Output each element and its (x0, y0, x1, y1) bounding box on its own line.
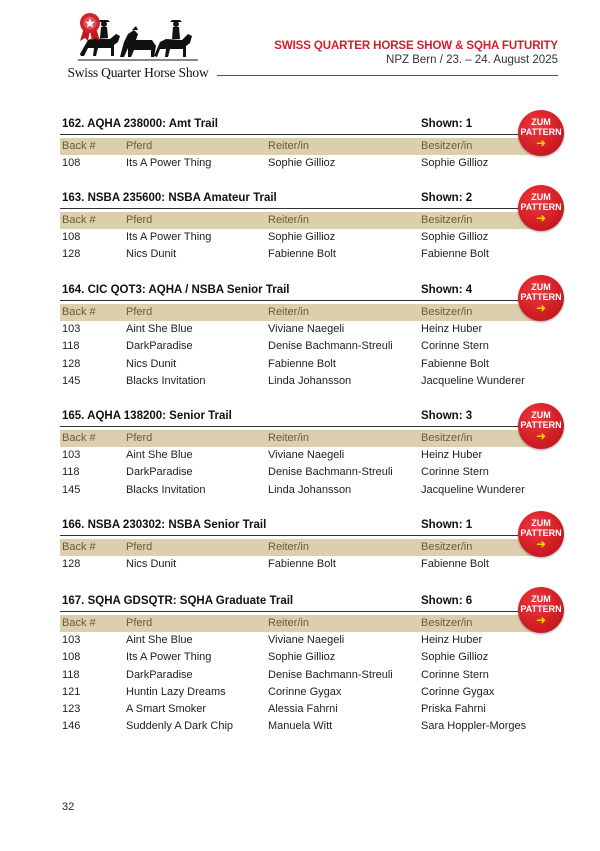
horse-name: DarkParadise (126, 466, 193, 479)
owner-name: Fabienne Bolt (421, 357, 489, 370)
back-number: 103 (62, 634, 81, 646)
horse-name: Blacks Invitation (126, 374, 206, 387)
zum-pattern-button[interactable] (518, 587, 564, 633)
column-header: Reiter/in (268, 214, 309, 226)
arrow-right-icon: ➜ (535, 537, 547, 551)
button-label-top: ZUM (531, 192, 551, 202)
owner-name: Corinne Stern (421, 466, 489, 479)
column-header: Pferd (126, 432, 153, 444)
horse-name: DarkParadise (126, 668, 193, 681)
rider-name: Fabienne Bolt (268, 248, 336, 261)
class-heading (60, 191, 540, 209)
owner-name: Jacqueline Wunderer (421, 374, 525, 387)
column-header: Back # (62, 306, 96, 318)
rider-name: Fabienne Bolt (268, 558, 336, 570)
rider-name: Manuela Witt (268, 720, 333, 733)
button-label-bottom: PATTERN (520, 528, 562, 538)
column-header: Besitzer/in (421, 617, 473, 629)
owner-name: Sophie Gillioz (421, 651, 489, 664)
column-header: Back # (62, 617, 96, 629)
table-row (60, 338, 540, 355)
shown-count: Shown: 3 (421, 410, 473, 422)
column-header: Besitzer/in (421, 541, 473, 553)
button-label-top: ZUM (531, 410, 551, 420)
shown-count: Shown: 1 (421, 118, 473, 130)
class-section (60, 191, 540, 264)
button-label-bottom: PATTERN (520, 202, 562, 212)
table-row (60, 155, 540, 172)
column-header-row (60, 212, 540, 229)
back-number: 108 (62, 157, 81, 169)
horse-name: Its A Power Thing (126, 651, 212, 664)
class-title: 165. AQHA 138200: Senior Trail (62, 410, 232, 422)
back-number: 145 (62, 374, 81, 387)
horse-name: Its A Power Thing (126, 231, 212, 243)
rider-name: Linda Johansson (268, 374, 352, 387)
horse-name: Huntin Lazy Dreams (126, 685, 226, 698)
table-row (60, 246, 540, 263)
table-row (60, 482, 540, 499)
shown-count: Shown: 1 (421, 519, 473, 531)
class-title: 163. NSBA 235600: NSBA Amateur Trail (62, 192, 277, 204)
class-title: 166. NSBA 230302: NSBA Senior Trail (62, 519, 267, 531)
owner-name: Fabienne Bolt (421, 558, 489, 570)
button-label-bottom: PATTERN (520, 420, 562, 430)
column-header-row (60, 138, 540, 155)
column-header-row (60, 615, 540, 632)
class-section (60, 117, 540, 172)
table-row (60, 667, 540, 684)
class-section (60, 594, 540, 736)
class-heading (60, 409, 540, 427)
column-header-row (60, 539, 540, 556)
rider-name: Alessia Fahrni (268, 703, 338, 716)
back-number: 128 (62, 558, 81, 570)
zum-pattern-button[interactable] (518, 275, 564, 321)
column-header: Pferd (126, 140, 153, 152)
event-subtitle: NPZ Bern / 23. – 24. August 2025 (386, 54, 558, 66)
rider-name: Sophie Gillioz (268, 231, 336, 243)
rosette-icon (76, 12, 104, 42)
rider-name: Denise Bachmann-Streuli (268, 466, 393, 479)
page-number: 32 (62, 801, 75, 813)
column-header: Pferd (126, 617, 153, 629)
table-row (60, 464, 540, 481)
column-header: Pferd (126, 541, 153, 553)
owner-name: Priska Fahrni (421, 703, 486, 716)
back-number: 108 (62, 231, 81, 243)
column-header: Reiter/in (268, 541, 309, 553)
event-header (274, 40, 558, 66)
column-header: Reiter/in (268, 617, 309, 629)
column-header: Pferd (126, 214, 153, 226)
back-number: 145 (62, 483, 81, 496)
back-number: 118 (62, 668, 80, 681)
owner-name: Corinne Stern (421, 340, 489, 353)
table-row (60, 356, 540, 373)
zum-pattern-button[interactable] (518, 185, 564, 231)
arrow-right-icon: ➜ (535, 136, 547, 150)
owner-name: Corinne Gygax (421, 685, 495, 698)
column-header: Back # (62, 214, 96, 226)
shown-count: Shown: 6 (421, 595, 473, 607)
table-row (60, 718, 540, 735)
back-number: 123 (62, 703, 81, 716)
table-row (60, 649, 540, 666)
zum-pattern-button[interactable] (518, 403, 564, 449)
back-number: 128 (62, 357, 81, 370)
owner-name: Heinz Huber (421, 449, 483, 461)
rider-name: Denise Bachmann-Streuli (268, 340, 393, 353)
button-label-bottom: PATTERN (520, 127, 562, 137)
column-header: Reiter/in (268, 140, 309, 152)
owner-name: Sophie Gillioz (421, 231, 489, 243)
back-number: 118 (62, 466, 80, 479)
arrow-right-icon: ➜ (535, 429, 547, 443)
column-header: Back # (62, 140, 96, 152)
class-heading (60, 283, 540, 301)
rider-name: Corinne Gygax (268, 685, 342, 698)
horse-name: Blacks Invitation (126, 483, 206, 496)
horse-name: Nics Dunit (126, 558, 177, 570)
button-label-top: ZUM (531, 117, 551, 127)
horse-name: Its A Power Thing (126, 157, 212, 169)
owner-name: Sara Hoppler-Morges (421, 720, 527, 733)
logo-text: Swiss Quarter Horse Show (67, 65, 209, 80)
class-title: 162. AQHA 238000: Amt Trail (62, 118, 218, 130)
class-title: 164. CIC QOT3: AQHA / NSBA Senior Trail (62, 284, 290, 296)
back-number: 121 (62, 685, 81, 698)
zum-pattern-button[interactable] (518, 110, 564, 156)
button-label-top: ZUM (531, 282, 551, 292)
table-row (60, 556, 540, 573)
table-row (60, 632, 540, 649)
column-header: Pferd (126, 306, 153, 318)
button-label-top: ZUM (531, 518, 551, 528)
button-label-bottom: PATTERN (520, 292, 562, 302)
rider-name: Viviane Naegeli (268, 634, 345, 646)
table-row (60, 684, 540, 701)
table-row (60, 447, 540, 464)
horse-name: Aint She Blue (126, 634, 193, 646)
table-row (60, 321, 540, 338)
button-label-bottom: PATTERN (520, 604, 562, 614)
table-row (60, 229, 540, 246)
rider-name: Viviane Naegeli (268, 323, 345, 335)
horse-name: Suddenly A Dark Chip (126, 720, 234, 733)
rider-name: Sophie Gillioz (268, 651, 336, 664)
back-number: 146 (62, 720, 81, 733)
zum-pattern-button[interactable] (518, 511, 564, 557)
horse-name: Aint She Blue (126, 449, 193, 461)
owner-name: Fabienne Bolt (421, 248, 489, 261)
horse-name: A Smart Smoker (126, 703, 207, 716)
back-number: 118 (62, 340, 80, 353)
column-header: Back # (62, 432, 96, 444)
horse-name: Nics Dunit (126, 248, 177, 261)
class-section (60, 283, 540, 390)
rider-name: Linda Johansson (268, 483, 352, 496)
rider-name: Denise Bachmann-Streuli (268, 668, 393, 681)
owner-name: Heinz Huber (421, 323, 483, 335)
rider-name: Fabienne Bolt (268, 357, 336, 370)
horse-name: DarkParadise (126, 340, 193, 353)
back-number: 108 (62, 651, 81, 664)
column-header: Besitzer/in (421, 140, 473, 152)
back-number: 103 (62, 449, 81, 461)
column-header: Besitzer/in (421, 214, 473, 226)
column-header: Back # (62, 541, 96, 553)
column-header: Reiter/in (268, 432, 309, 444)
arrow-right-icon: ➜ (535, 301, 547, 315)
class-heading (60, 594, 540, 612)
shown-count: Shown: 4 (421, 284, 473, 296)
rider-name: Sophie Gillioz (268, 157, 336, 169)
horse-name: Aint She Blue (126, 323, 193, 335)
arrow-right-icon: ➜ (535, 211, 547, 225)
class-heading (60, 117, 540, 135)
arrow-right-icon: ➜ (535, 613, 547, 627)
rider-name: Viviane Naegeli (268, 449, 345, 461)
owner-name: Corinne Stern (421, 668, 489, 681)
class-section (60, 409, 540, 499)
table-row (60, 373, 540, 390)
button-label-top: ZUM (531, 594, 551, 604)
column-header: Besitzer/in (421, 306, 473, 318)
header-divider (217, 75, 558, 76)
column-header: Reiter/in (268, 306, 309, 318)
column-header-row (60, 304, 540, 321)
logo (58, 12, 218, 108)
event-title: SWISS QUARTER HORSE SHOW & SQHA FUTURITY (274, 40, 558, 52)
class-section (60, 518, 540, 573)
class-heading (60, 518, 540, 536)
owner-name: Sophie Gillioz (421, 157, 489, 169)
column-header-row (60, 430, 540, 447)
horse-name: Nics Dunit (126, 357, 177, 370)
owner-name: Jacqueline Wunderer (421, 483, 525, 496)
class-title: 167. SQHA GDSQTR: SQHA Graduate Trail (62, 595, 294, 607)
column-header: Besitzer/in (421, 432, 473, 444)
back-number: 103 (62, 323, 81, 335)
owner-name: Heinz Huber (421, 634, 483, 646)
back-number: 128 (62, 248, 81, 261)
table-row (60, 701, 540, 718)
shown-count: Shown: 2 (421, 192, 473, 204)
